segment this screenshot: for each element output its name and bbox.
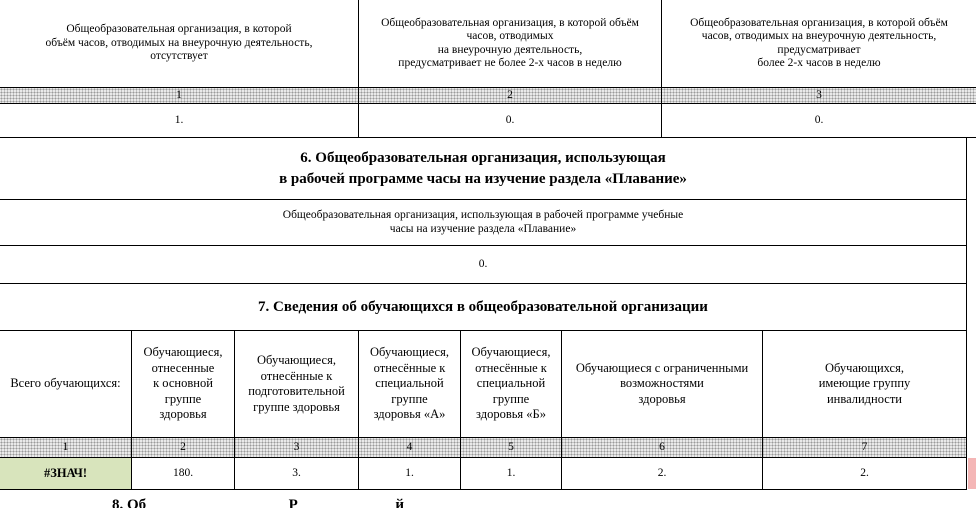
s6-value[interactable]: 0.	[478, 257, 488, 270]
s5-value-2[interactable]: 0.	[505, 113, 515, 126]
grid-vline	[460, 330, 461, 490]
s7-colnum-5: 5	[508, 440, 514, 453]
s5-colnum-3: 3	[816, 88, 822, 101]
s7-value-limited[interactable]: 2.	[657, 466, 667, 479]
grid-vline	[661, 0, 662, 138]
s7-value-total-error[interactable]: #ЗНАЧ!	[0, 458, 131, 489]
s7-title: 7. Сведения об обучающихся в общеобразовательной организации	[258, 298, 708, 315]
s5-colnum-2: 2	[507, 88, 513, 101]
s7-value-special-a[interactable]: 1.	[405, 466, 414, 479]
grid-vline	[762, 330, 763, 490]
s5-header-1: Общеобразовательная организация, в которой объём часов, отводимых на внеурочную деятельность, отсутствует	[45, 23, 313, 63]
grid-hline	[0, 489, 966, 490]
s7-value-main-group[interactable]: 180.	[172, 466, 194, 479]
s7-header-special-b: Обучающиеся, отнесённые к специальной группе здоровья «Б»	[471, 345, 551, 422]
s7-colnum-3: 3	[293, 440, 300, 453]
grid-hline	[0, 87, 976, 88]
grid-hline	[0, 103, 976, 104]
grid-vline	[131, 330, 132, 490]
grid-hline	[0, 199, 966, 200]
s7-header-disability: Обучающихся, имеющие группу инвалидности	[818, 360, 911, 406]
grid-hline	[0, 437, 966, 438]
grid-hline	[0, 245, 966, 246]
s7-header-total: Всего обучающихся:	[10, 376, 121, 391]
s5-header-3: Общеобразовательная организация, в которой объём часов, отводимых на внеурочную деятельность, предусматривает более 2-х часов в неделю	[690, 16, 948, 69]
s5-value-3[interactable]: 0.	[814, 113, 824, 126]
s6-title: 6. Общеобразовательная организация, использующая в рабочей программе часы на изучение раздела «Плавание»	[279, 149, 687, 187]
row-highlight-marker	[968, 458, 976, 489]
s7-value-special-b[interactable]: 1.	[506, 466, 516, 479]
s5-value-1[interactable]: 1.	[174, 113, 184, 126]
s7-header-main-group: Обучающиеся, отнесенные к основной группе здоровья	[143, 345, 223, 422]
grid-hline	[0, 457, 966, 458]
s7-header-limited: Обучающиеся с ограниченными возможностями здоровья	[575, 360, 749, 406]
s7-colnum-4: 4	[406, 440, 413, 453]
grid-hline	[0, 137, 976, 138]
s7-colnum-2: 2	[180, 440, 186, 453]
grid-vline	[966, 138, 967, 490]
grid-vline	[358, 0, 359, 138]
s7-value-prep-group[interactable]: 3.	[292, 466, 301, 479]
grid-hline	[0, 330, 966, 331]
s8-title-partial: 8. Об Р й	[112, 497, 404, 508]
s5-colnum-1: 1	[176, 88, 182, 101]
grid-vline	[561, 330, 562, 490]
s5-header-2: Общеобразовательная организация, в которой объём часов, отводимых на внеурочную деятельность, предусматривает не более 2-х часов в неделю	[381, 16, 639, 69]
s7-colnum-6: 6	[659, 440, 665, 453]
s7-colnum-1: 1	[62, 440, 69, 453]
grid-vline	[234, 330, 235, 490]
s7-header-prep-group: Обучающиеся, отнесённые к подготовительной группе здоровья	[248, 353, 345, 414]
grid-vline	[358, 330, 359, 490]
grid-hline	[0, 283, 966, 284]
s7-value-disability[interactable]: 2.	[860, 466, 869, 479]
s7-colnum-7: 7	[861, 440, 868, 453]
s7-header-special-a: Обучающиеся, отнесённые к специальной группе здоровья «А»	[370, 345, 449, 422]
s6-header: Общеобразовательная организация, использующая в рабочей программе учебные часы на изучение раздела «Плавание»	[282, 209, 684, 235]
